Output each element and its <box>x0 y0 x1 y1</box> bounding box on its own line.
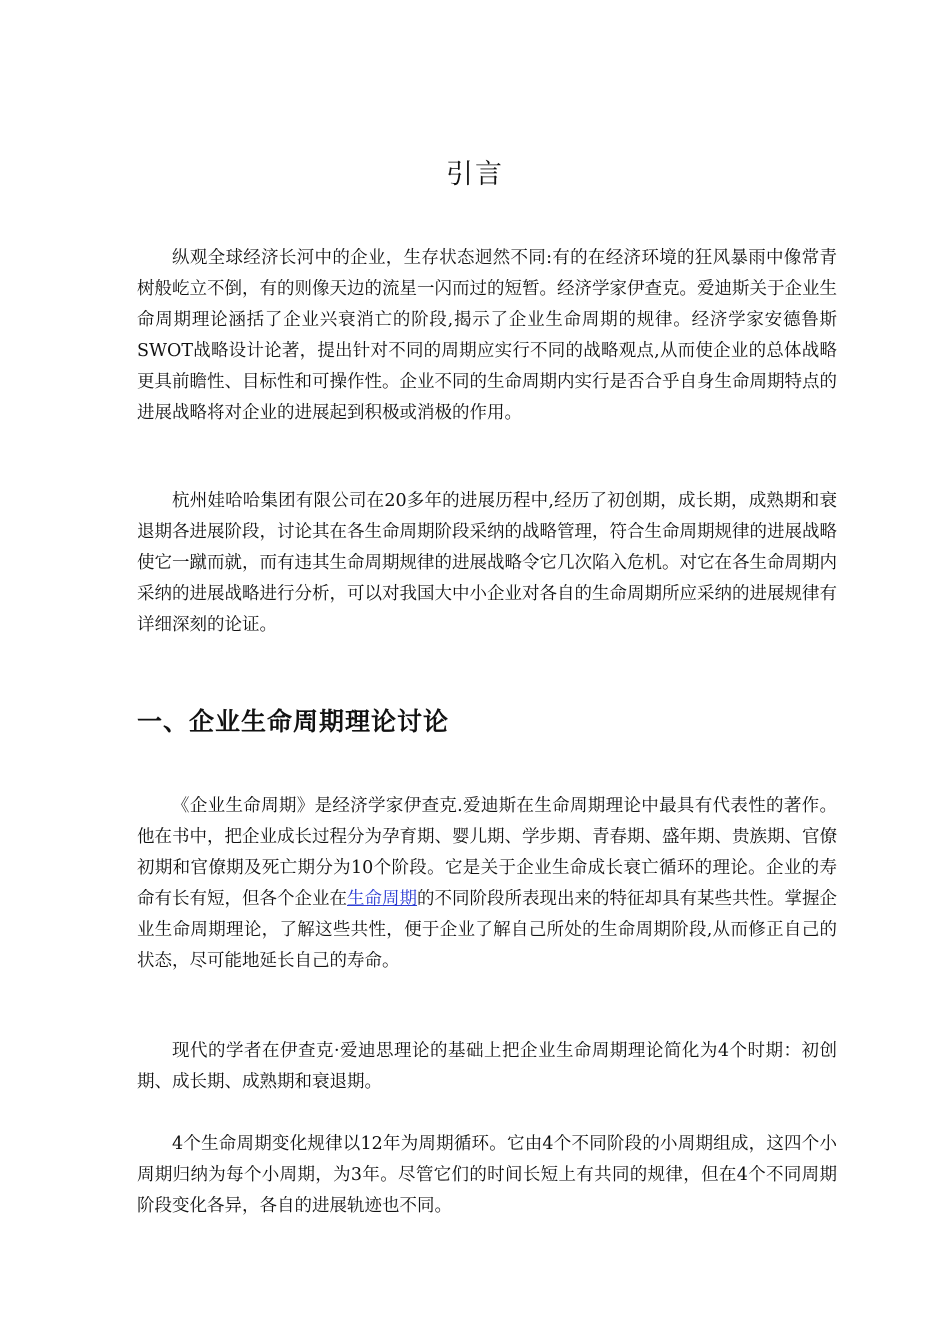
section-paragraph-1-text-before: 《企业生命周期》是经济学家伊查克.爱迪斯在生命周期理论中最具有代表性的著作。他在书中，把企业成长过程分为孕育期、婴儿期、学步期、青春期、盛年期、贵族期、官僚初期和官僚期及死亡期分为10个阶段。它是关于企业生命成长衰亡循环的理论。企业的寿命有长有短，但各个企业在 <box>137 796 837 909</box>
section-paragraph-3: 4个生命周期变化规律以12年为周期循环。它由4个不同阶段的小周期组成，这四个小周期归纳为每个小周期，为3年。尽管它们的时间长短上有共同的规律，但在4个不同周期阶段变化各异，各自的进展轨迹也不同。 <box>137 1134 837 1216</box>
section-paragraph-1 <box>137 791 837 977</box>
page-title: 引言 <box>446 159 504 190</box>
section-heading-1: 一、企业生命周期理论讨论 <box>137 707 450 736</box>
section-paragraph-1-text-after: 的不同阶段所表现出来的特征却具有某些共性。掌握企业生命周期理论，了解这些共性，便于企业了解自己所处的生命周期阶段,从而修正自己的状态，尽可能地延长自己的寿命。 <box>137 889 837 971</box>
section-paragraph-2: 现代的学者在伊查克·爱迪思理论的基础上把企业生命周期理论简化为4个时期：初创期、成长期、成熟期和衰退期。 <box>137 1041 837 1092</box>
intro-paragraph-1: 纵观全球经济长河中的企业，生存状态迥然不同:有的在经济环境的狂风暴雨中像常青树般屹立不倒，有的则像天边的流星一闪而过的短暂。经济学家伊查克。爱迪斯关于企业生命周期理论涵括了企业兴衰消亡的阶段,揭示了企业生命周期的规律。经济学家安德鲁斯SWOT战略设计论著，提出针对不同的周期应实行不同的战略观点,从而使企业的总体战略更具前瞻性、目标性和可操作性。企业不同的生命周期内实行是否合乎自身生命周期特点的进展战略将对企业的进展起到积极或消极的作用。 <box>137 248 837 423</box>
lifecycle-link[interactable]: 生命周期 <box>347 889 417 909</box>
intro-paragraph-2: 杭州娃哈哈集团有限公司在20多年的进展历程中,经历了初创期，成长期，成熟期和衰退期各进展阶段，讨论其在各生命周期阶段采纳的战略管理，符合生命周期规律的进展战略使它一蹴而就，而有违其生命周期规律的进展战略令它几次陷入危机。对它在各生命周期内采纳的进展战略进行分析，可以对我国大中小企业对各自的生命周期所应采纳的进展规律有详细深刻的论证。 <box>137 491 837 635</box>
